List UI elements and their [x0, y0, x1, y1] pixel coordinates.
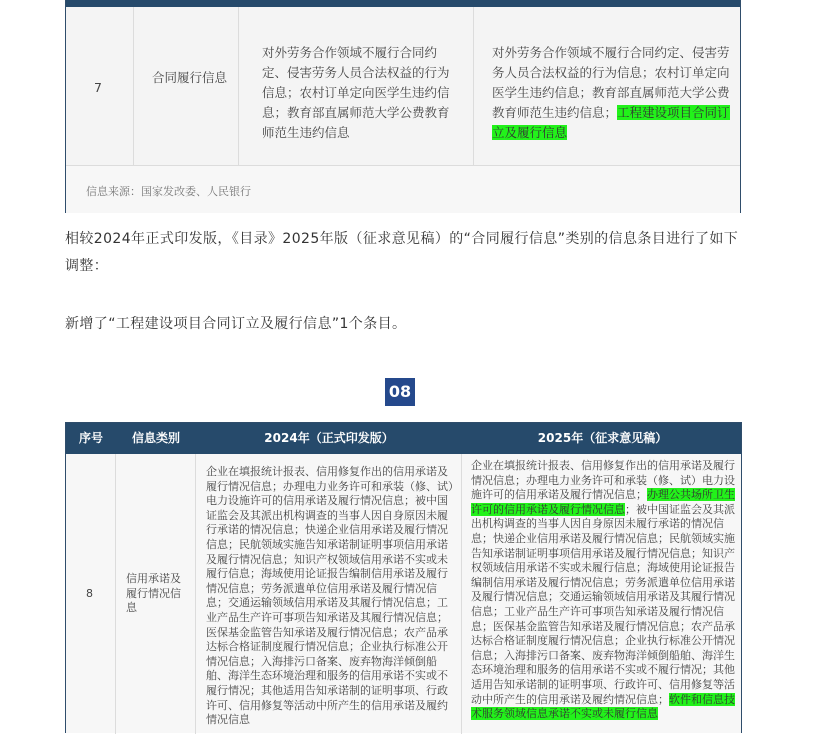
- row-2025-part-b: ；被中国证监会及其派出机构调查的当事人因自身原因未履行承诺的情况信息；快递企业信用承诺及履行情况信息；民航领域实施告知承诺制证明事项信用承诺及履行情况信息；知识产权领域信用承诺不实或未履行信息；海域使用论证报告编制信用承诺及履行情况信息；劳务派遣单位信用承诺及履行情况信息；交通运输领域信用承诺及其履行情况信息；工业产品生产许可事项告知承诺及履行情况信息；医保基金监管告知承诺及履行情况信息；农产品承达标合格证制度履行情况信息；企业执行标准公开情况信息；入海排污口备案、废弃物海洋倾倒船舶、海洋生态环境治理和服务的信用承诺不实或不履行情况；其他适用告知承诺制的证明事项、行政许可、信用修复等活动中所产生的信用承诺及履约情况信息；: [471, 502, 735, 706]
- row-2025-text: [471, 459, 735, 722]
- row-category: 信用承诺及履行情况信息: [126, 572, 181, 615]
- cell-category: [134, 7, 239, 165]
- row-2025-part-a: 企业在填报统计报表、信用修复作出的信用承诺及履行情况信息；办理电力业务许可和承装（修、试）电力设施许可的信用承诺及履行情况信息；: [471, 459, 735, 502]
- cell-category: [116, 454, 196, 734]
- row-number: 7: [94, 80, 102, 95]
- row-2024-text: 企业在填报统计报表、信用修复作出的信用承诺及履行情况信息；办理电力业务许可和承装（修、试）电力设施许可的信用承诺及履行情况信息；被中国证监会及其派出机构调查的当事人因自身原因未履行承诺的情况信息；快递企业信用承诺及履行情况信息；民航领域实施告知承诺制证明事项信用承诺及履行情况信息；知识产权领域信用承诺不实或未履行信息；海域使用论证报告编制信用承诺及履行情况信息；劳务派遣单位信用承诺及履行情况信息；交通运输领域信用承诺及其履行情况信息；工业产品生产许可事项告知承诺及其履行情况信息；医保基金监管告知承诺及履行情况信息；农产品承达标合格证制度履行情况信息；企业执行标准公开情况信息；入海排污口备案、废弃物海洋倾倒船舶、海洋生态环境治理和服务的信用承诺不实或不履行情况；其他适用告知承诺制的证明事项、行政许可、信用修复等活动中所产生的信用承诺及履约情况信息: [206, 465, 454, 727]
- cell-number: [66, 454, 116, 734]
- source-note: [66, 165, 740, 213]
- row-2025-highlight-1: 办理公共场所卫生许可的信用承诺及履行情况信息: [471, 488, 735, 516]
- table-row: [66, 7, 740, 165]
- cell-number: [66, 7, 134, 165]
- cell-2024: [196, 454, 462, 734]
- row-2025-highlight-2: 软件和信息技术服务领域信息承诺不实或未履行信息: [471, 692, 735, 721]
- header-category: 信息类别: [131, 431, 180, 445]
- paragraph-2: 新增了“工程建设项目合同订立及履行信息”1个条目。: [65, 316, 407, 332]
- row-2025-plain: 对外劳务合作领域不履行合同约定、侵害劳务人员合法权益的行为信息；农村订单定向医学生违约信息；教育部直属师范大学公费教育师范生违约信息；: [492, 45, 730, 120]
- table-header: [66, 423, 741, 454]
- header-2024: 2024年（正式印发版）: [264, 431, 394, 445]
- header-number: 序号: [78, 431, 103, 445]
- table-header-strip: [66, 0, 740, 7]
- header-2025: 2025年（征求意见稿）: [537, 431, 668, 445]
- row-category: 合同履行信息: [152, 70, 228, 85]
- cell-2025: [474, 7, 742, 165]
- row-number: 8: [86, 587, 93, 600]
- paragraph-1: 相较2024年正式印发版，《目录》2025年版（征求意见稿）的“合同履行信息”类别的信息条目进行了如下调整：: [65, 231, 739, 274]
- cell-2025: [462, 454, 743, 734]
- row-2024-text: 对外劳务合作领域不履行合同约定、侵害劳务人员合法权益的行为信息；农村订单定向医学生违约信息；教育部直属师范大学公费教育师范生违约信息: [262, 45, 450, 140]
- row-2025-text: [492, 43, 732, 143]
- row-2025-highlight: 工程建设项目合同订立及履行信息: [492, 105, 730, 140]
- table-08: [65, 422, 742, 733]
- source-text: 信息来源：国家发改委、人民银行: [86, 185, 251, 198]
- section-badge: 08: [385, 378, 415, 406]
- cell-2024: [239, 7, 474, 165]
- table-row-7-block: [65, 0, 741, 213]
